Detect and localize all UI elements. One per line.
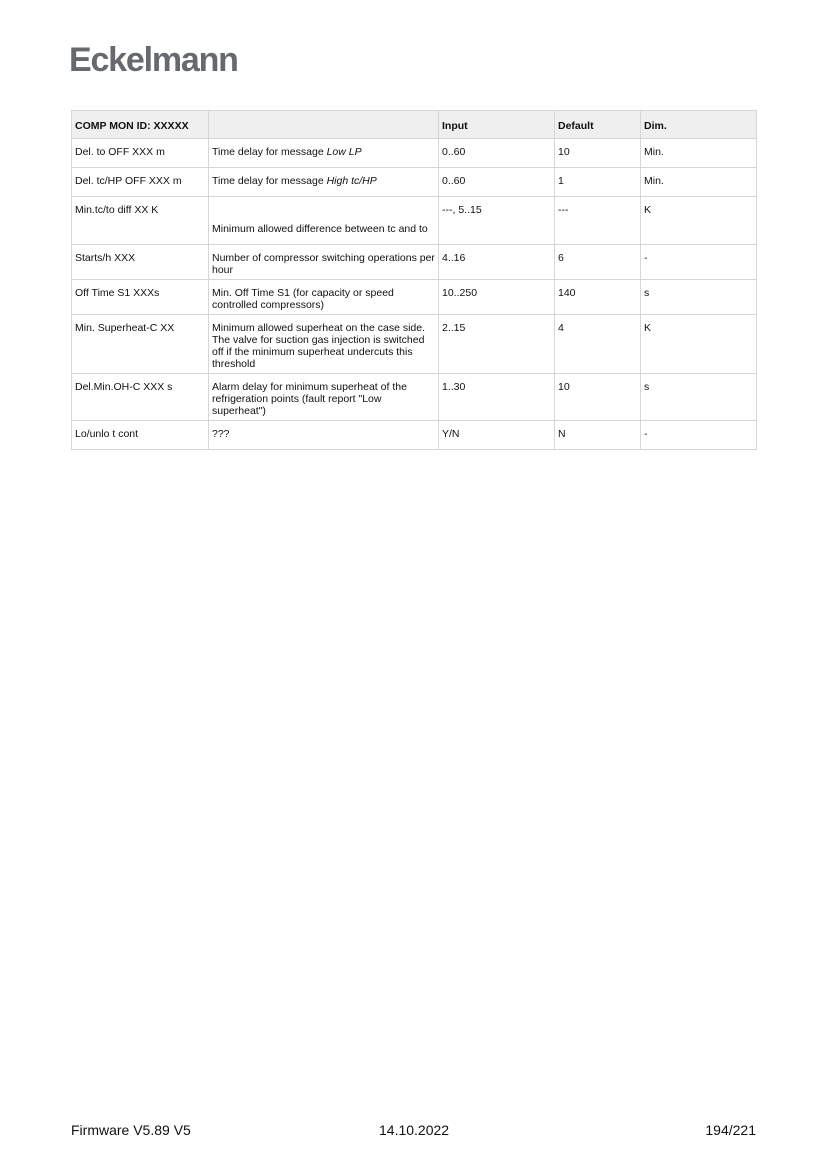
param-name: Del.Min.OH-C XXX s	[72, 374, 209, 421]
param-dim: K	[641, 197, 757, 245]
description-text: Time delay for message	[212, 146, 327, 158]
param-dim: -	[641, 245, 757, 280]
param-input: 4..16	[439, 245, 555, 280]
param-input: 10..250	[439, 280, 555, 315]
table-row	[72, 245, 757, 280]
param-default: 10	[555, 139, 641, 168]
table-row	[72, 197, 757, 245]
table-row	[72, 374, 757, 421]
param-description	[209, 280, 439, 315]
table-row	[72, 168, 757, 197]
param-dim: -	[641, 421, 757, 450]
table-header-row	[72, 111, 757, 139]
param-default: 4	[555, 315, 641, 374]
param-description	[209, 245, 439, 280]
description-text: Alarm delay for minimum superheat of the refrigeration points (fault report "Low superheat")	[212, 381, 407, 417]
table-row	[72, 421, 757, 450]
param-dim: Min.	[641, 139, 757, 168]
header-default: Default	[555, 111, 641, 139]
footer-date: 14.10.2022	[379, 1122, 450, 1138]
param-dim: s	[641, 374, 757, 421]
table-row	[72, 315, 757, 374]
param-name: Min. Superheat-C XX	[72, 315, 209, 374]
param-input: Y/N	[439, 421, 555, 450]
header-dim: Dim.	[641, 111, 757, 139]
description-text: Minimum allowed superheat on the case side. The valve for suction gas injection is switched off if the minimum superheat undercuts this threshold	[212, 322, 426, 370]
description-emphasis: Low LP	[326, 146, 362, 158]
description-text: Number of compressor switching operations per hour	[212, 252, 435, 276]
table-row	[72, 280, 757, 315]
description-emphasis: High tc/HP	[326, 175, 377, 187]
table-row	[72, 139, 757, 168]
header-parameter: COMP MON ID: XXXXX	[72, 111, 209, 139]
description-text: Min. Off Time S1 (for capacity or speed controlled compressors)	[212, 287, 394, 311]
param-default: 1	[555, 168, 641, 197]
param-name: Lo/unlo t cont	[72, 421, 209, 450]
header-input: Input	[439, 111, 555, 139]
header-description	[209, 111, 439, 139]
param-description	[209, 197, 439, 245]
description-text: Minimum allowed difference between tc and to	[212, 223, 428, 235]
parameter-table	[71, 110, 757, 450]
param-name: Del. tc/HP OFF XXX m	[72, 168, 209, 197]
param-name: Min.tc/to diff XX K	[72, 197, 209, 245]
param-input: 0..60	[439, 139, 555, 168]
description-text: Time delay for message	[212, 175, 327, 187]
param-description	[209, 168, 439, 197]
param-default: N	[555, 421, 641, 450]
param-dim: K	[641, 315, 757, 374]
param-name: Del. to OFF XXX m	[72, 139, 209, 168]
param-description	[209, 315, 439, 374]
param-dim: Min.	[641, 168, 757, 197]
param-default: 6	[555, 245, 641, 280]
param-description	[209, 421, 439, 450]
brand-logo: Eckelmann	[69, 41, 238, 79]
param-description	[209, 139, 439, 168]
param-input: 2..15	[439, 315, 555, 374]
param-input: 0..60	[439, 168, 555, 197]
param-default: 140	[555, 280, 641, 315]
param-input: 1..30	[439, 374, 555, 421]
footer-firmware: Firmware V5.89 V5	[71, 1122, 191, 1138]
param-default: 10	[555, 374, 641, 421]
footer-page-number: 194/221	[705, 1122, 756, 1138]
param-description	[209, 374, 439, 421]
param-dim: s	[641, 280, 757, 315]
param-default: ---	[555, 197, 641, 245]
description-text: ???	[212, 428, 230, 440]
param-input: ---, 5..15	[439, 197, 555, 245]
param-name: Starts/h XXX	[72, 245, 209, 280]
param-name: Off Time S1 XXXs	[72, 280, 209, 315]
